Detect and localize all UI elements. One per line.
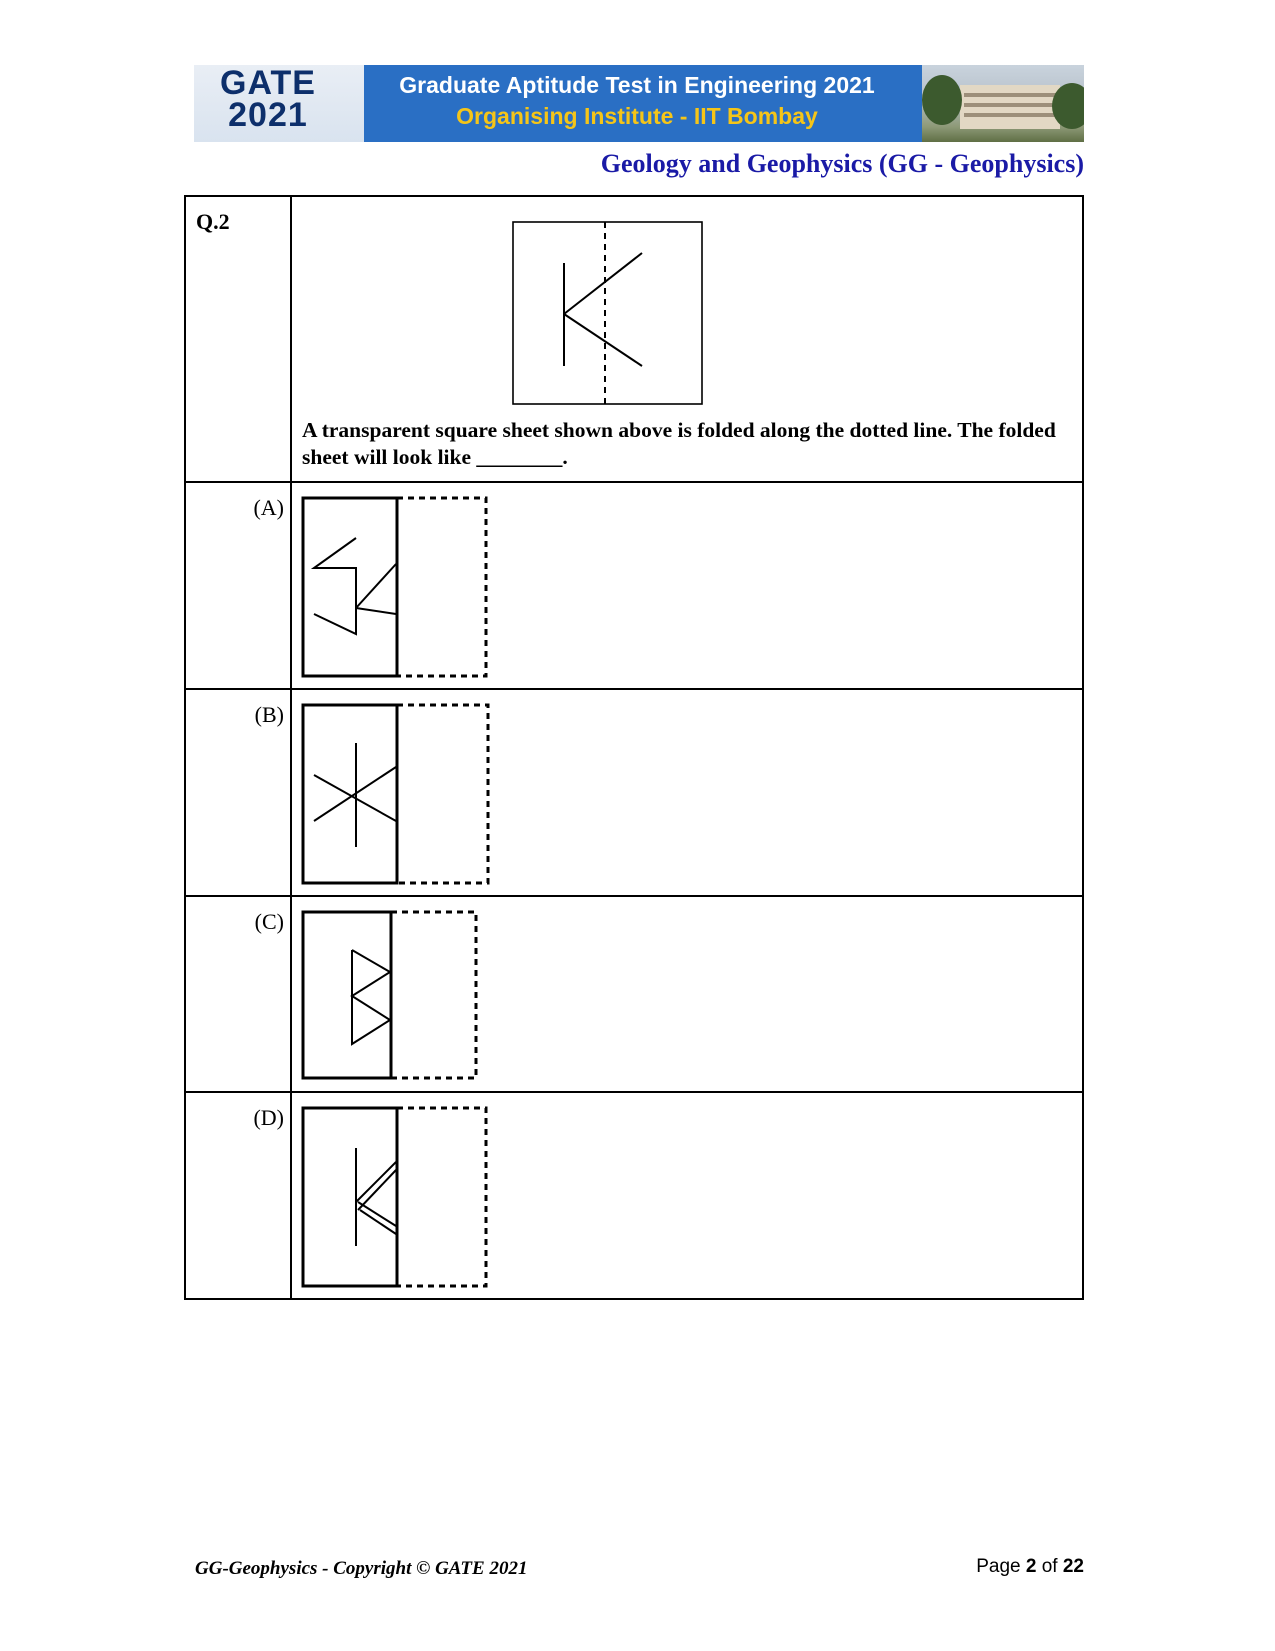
header-banner bbox=[194, 65, 1084, 142]
sheet-outline bbox=[513, 222, 702, 404]
question-text: A transparent square sheet shown above is folded along the dotted line. The folded sheet will look like ________. bbox=[302, 418, 1056, 469]
footer-page-number bbox=[976, 1556, 1084, 1578]
banner-line-2: Organising Institute - IIT Bombay bbox=[456, 103, 818, 129]
page-mid: of bbox=[1036, 1556, 1063, 1577]
k-upper-arm bbox=[564, 253, 642, 314]
option-b-label: (B) bbox=[254, 702, 284, 727]
option-b-figure[interactable] bbox=[302, 703, 488, 885]
folded-half bbox=[303, 912, 391, 1078]
double-triangle bbox=[352, 950, 390, 1044]
page-total: 22 bbox=[1062, 1556, 1084, 1577]
page-prefix: Page bbox=[976, 1556, 1026, 1577]
option-c-label: (C) bbox=[254, 909, 284, 934]
footer-copyright: GG-Geophysics - Copyright © GATE 2021 bbox=[195, 1558, 528, 1579]
building-window-row bbox=[964, 113, 1056, 117]
option-a-figure[interactable] bbox=[302, 496, 488, 678]
option-c-figure[interactable] bbox=[302, 910, 478, 1080]
question-table bbox=[184, 195, 1084, 1300]
folded-half bbox=[303, 1108, 397, 1286]
gate-logo bbox=[194, 65, 364, 142]
k-upper-arm-mirror bbox=[358, 1170, 396, 1210]
original-upper-arm bbox=[356, 564, 396, 608]
option-a-label: (A) bbox=[253, 495, 284, 520]
banner-title bbox=[364, 65, 910, 142]
banner-line-1: Graduate Aptitude Test in Engineering 2021 bbox=[399, 72, 875, 98]
logo-text-year: 2021 bbox=[228, 96, 308, 134]
row-divider bbox=[186, 895, 1082, 897]
unfolded-half bbox=[391, 912, 476, 1078]
unfolded-half bbox=[397, 498, 486, 676]
question-figure bbox=[512, 221, 704, 407]
subject-title: Geology and Geophysics (GG - Geophysics) bbox=[600, 149, 1084, 178]
question-number: Q.2 bbox=[196, 209, 230, 234]
campus-photo bbox=[922, 65, 1084, 142]
tree-shape bbox=[1052, 83, 1084, 129]
row-divider bbox=[186, 481, 1082, 483]
unfolded-half bbox=[397, 1108, 486, 1286]
building-shape bbox=[960, 85, 1060, 129]
mirrored-arms bbox=[314, 538, 356, 634]
tree-shape bbox=[922, 75, 962, 125]
row-divider bbox=[186, 1091, 1082, 1093]
column-divider bbox=[290, 197, 292, 1298]
building-window-row bbox=[964, 103, 1056, 107]
option-d-label: (D) bbox=[253, 1105, 284, 1130]
row-divider bbox=[186, 688, 1082, 690]
k-lower-arm bbox=[564, 314, 642, 366]
k-upper-arm bbox=[356, 1162, 396, 1202]
page-current: 2 bbox=[1025, 1556, 1037, 1577]
logo-text-gate: GATE bbox=[220, 65, 316, 102]
folded-half bbox=[303, 498, 397, 676]
original-lower-arm bbox=[356, 608, 396, 614]
building-window-row bbox=[964, 93, 1056, 97]
option-d-figure[interactable] bbox=[302, 1106, 488, 1288]
folded-half bbox=[303, 705, 397, 883]
unfolded-half bbox=[397, 705, 488, 883]
